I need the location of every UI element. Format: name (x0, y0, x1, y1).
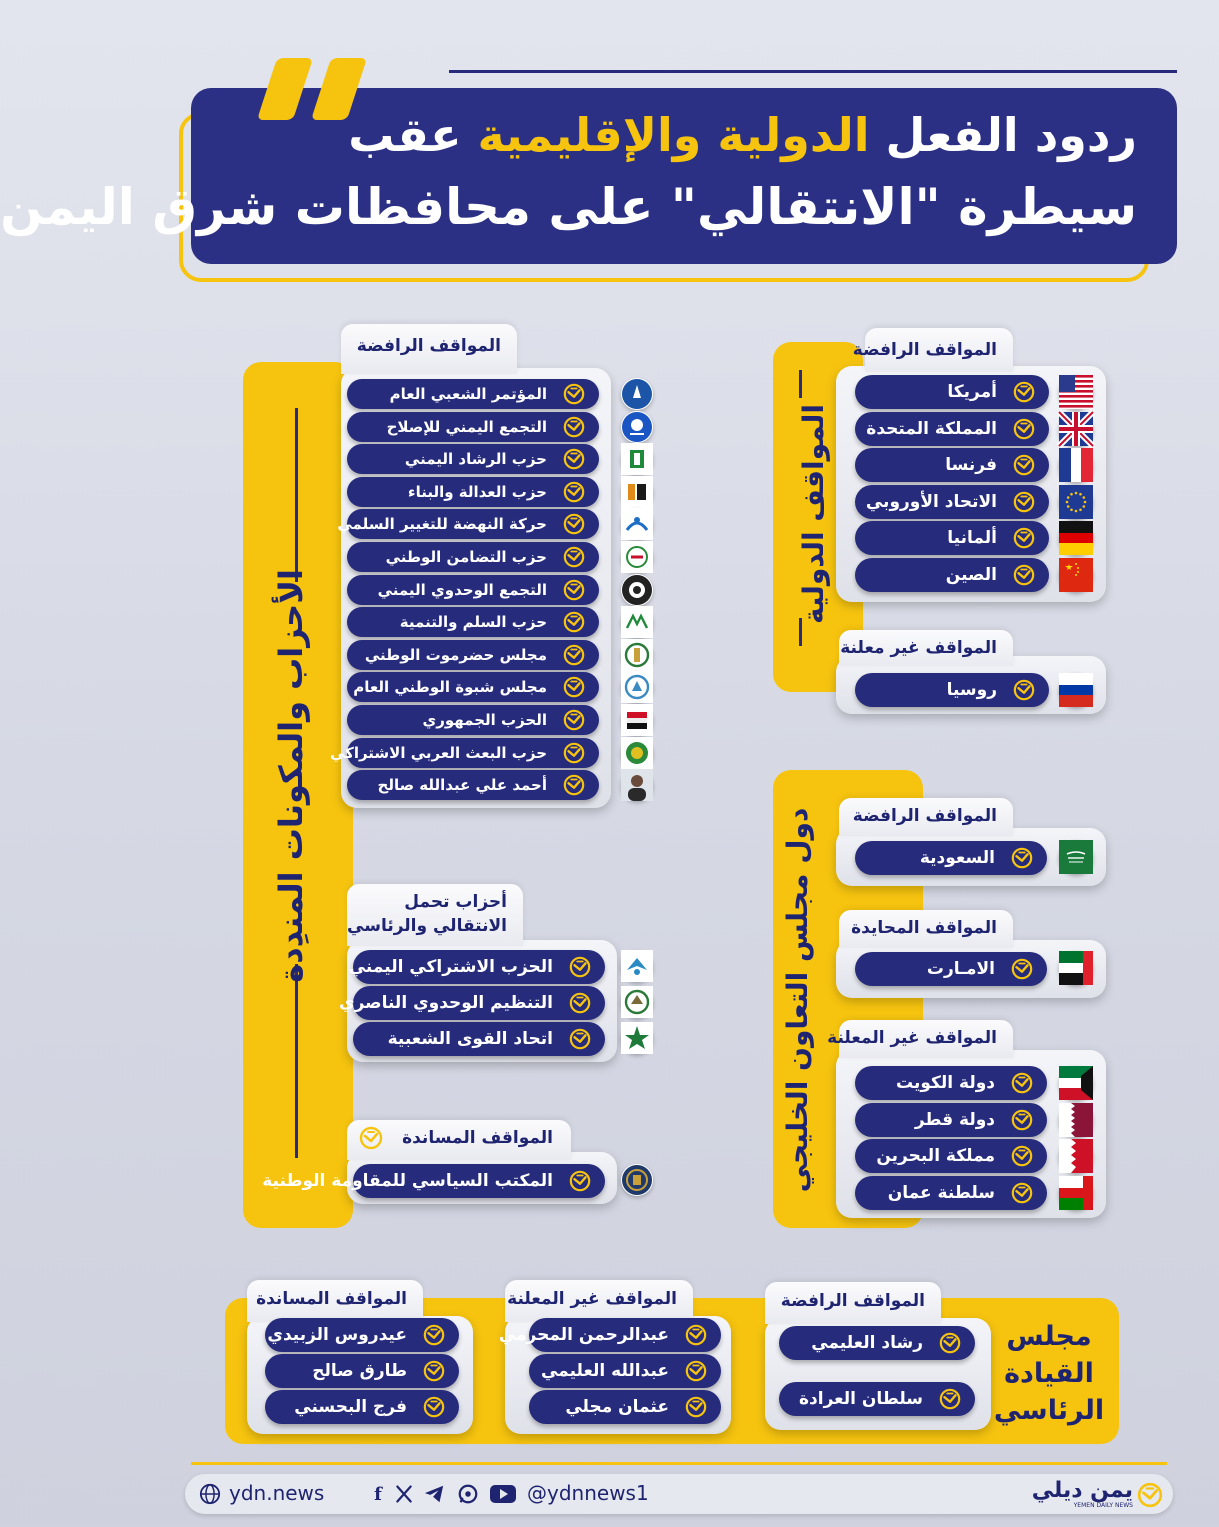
member-item (529, 1390, 721, 1424)
telegram-icon[interactable] (423, 1483, 445, 1505)
russia-flag (1059, 673, 1093, 707)
ydn-logo-icon (563, 448, 585, 470)
ydn-logo-icon (1013, 381, 1035, 403)
list-item-label: سلطان العرادة (799, 1389, 923, 1409)
globe-icon (199, 1483, 221, 1505)
section-heading: المواقف الرافضة (341, 324, 517, 374)
list-item-label: ألمانيا (947, 528, 997, 548)
ydn-logo-icon (423, 1396, 445, 1418)
party-logo-icon (621, 1022, 653, 1054)
germany-flag (1059, 521, 1093, 555)
list-item-label: التجمع اليمني للإصلاح (386, 417, 547, 436)
ydn-logo-icon (423, 1324, 445, 1346)
party-logo-icon (621, 639, 653, 671)
ydn-logo-icon (1013, 564, 1035, 586)
party-logo-icon (621, 411, 653, 443)
party-logo-icon (621, 508, 653, 540)
france-flag (1059, 448, 1093, 482)
section-heading (347, 884, 523, 946)
member-item (265, 1318, 459, 1352)
list-item-label: حزب الرشاد اليمني (404, 450, 547, 469)
list-item-label: الصين (945, 564, 997, 585)
party-item (347, 542, 599, 572)
party-logo-icon (621, 1164, 653, 1196)
kuwait-flag (1059, 1066, 1093, 1100)
list-item-label: السعودية (919, 848, 995, 868)
ydn-logo-icon (1011, 847, 1033, 869)
ydn-logo-icon (563, 579, 585, 601)
ydn-logo-icon (685, 1396, 707, 1418)
party-logo-icon (621, 476, 653, 508)
youtube-icon[interactable] (489, 1483, 517, 1505)
uk-flag (1059, 412, 1093, 446)
country-item (855, 1139, 1047, 1173)
facebook-icon[interactable]: f (374, 1483, 382, 1505)
party-item (347, 640, 599, 670)
ydn-logo-icon (1013, 679, 1035, 701)
ydn-logo-icon (563, 774, 585, 796)
list-item-label: التنظيم الوحدوي الناصري (339, 993, 553, 1013)
list-item-label: فرنسا (945, 455, 997, 475)
ydn-logo-icon (563, 676, 585, 698)
member-item (498, 1318, 721, 1352)
eu-flag (1059, 485, 1093, 519)
oman-flag (1059, 1176, 1093, 1210)
party-logo-icon (621, 378, 653, 410)
section-heading-text: المواقف المساندة (402, 1128, 553, 1148)
list-item-label: الاتحاد الأوروبي (865, 491, 997, 512)
party-item (347, 412, 599, 442)
party-item (347, 379, 599, 409)
list-item-label: أحمد علي عبدالله صالح (377, 776, 547, 795)
list-item-label: حزب العدالة والبناء (407, 482, 547, 501)
section-heading (347, 1120, 571, 1160)
party-logo-icon (621, 671, 653, 703)
usa-flag (1059, 375, 1093, 409)
ydn-logo-icon (423, 1360, 445, 1382)
list-item-label: حزب السلم والتنمية (399, 613, 547, 632)
list-item-label: سلطنة عمان (887, 1182, 995, 1203)
party-logo-icon (621, 606, 653, 638)
list-item-label: رشاد العليمي (811, 1333, 923, 1353)
country-item (855, 1066, 1047, 1100)
gcc-label: دول مجلس التعاون الخليجي (781, 807, 814, 1193)
country-item (855, 448, 1049, 482)
party-logo-icon (621, 541, 653, 573)
party-item (339, 986, 605, 1020)
party-logo-icon (621, 704, 653, 736)
ydn-logo-icon (685, 1360, 707, 1382)
country-item (855, 1176, 1047, 1210)
ydn-logo-icon (1011, 1145, 1033, 1167)
party-item (347, 575, 599, 605)
list-item-label: المملكة المتحدة (866, 418, 997, 439)
ydn-logo-icon (563, 416, 585, 438)
section-heading: المواقف الرافضة (865, 328, 1013, 372)
ydn-logo-icon (569, 1170, 591, 1192)
ydn-logo-icon (1011, 1072, 1033, 1094)
ydn-logo-icon (563, 546, 585, 568)
ydn-logo-icon (359, 1126, 383, 1150)
ydn-logo-icon (563, 481, 585, 503)
china-flag (1059, 558, 1093, 592)
list-item-label: حركة النهضة للتغيير السلمي (337, 515, 547, 534)
section-heading: المواقف المساندة (247, 1280, 423, 1322)
section-heading: المواقف غير المعلنة (839, 1020, 1013, 1058)
ydn-logo-icon (1137, 1482, 1163, 1508)
list-item-label: عيدروس الزبيدي (267, 1325, 407, 1345)
country-item (855, 841, 1047, 875)
ydn-logo-icon (1013, 454, 1035, 476)
list-item-label: التجمع الوحدوي اليمني (377, 580, 547, 599)
section-heading: المواقف المحايدة (839, 910, 1013, 948)
country-item (855, 521, 1049, 555)
country-item (855, 375, 1049, 409)
brand-logo (1003, 1476, 1163, 1512)
party-item (347, 705, 599, 735)
header-rule (449, 70, 1177, 73)
section-heading: المواقف غير المعلنة (505, 1280, 693, 1322)
ydn-logo-icon (563, 644, 585, 666)
ydn-logo-icon (1011, 958, 1033, 980)
footer-bar (185, 1474, 1173, 1514)
list-item-label: أمريكا (947, 382, 997, 402)
country-item (855, 485, 1049, 519)
ydn-logo-icon (939, 1332, 961, 1354)
ydn-logo-icon (1013, 491, 1035, 513)
list-item-label: دولة الكويت (895, 1073, 995, 1093)
list-item-label: مجلس حضرموت الوطني (364, 645, 547, 664)
party-item (347, 607, 599, 637)
footer-rule (191, 1462, 1167, 1465)
party-item (347, 672, 599, 702)
parties-label: الأحزاب والمكونات المندِدة (272, 569, 310, 983)
party-logo-icon (621, 950, 653, 982)
member-item (529, 1354, 721, 1388)
ydn-logo-icon (563, 611, 585, 633)
ydn-logo-icon (1013, 418, 1035, 440)
ydn-logo-icon (569, 992, 591, 1014)
brand-name: يمن ديلي (1031, 1478, 1133, 1503)
ydn-logo-icon (563, 742, 585, 764)
ydn-logo-icon (563, 383, 585, 405)
member-item (265, 1354, 459, 1388)
social-handle[interactable]: @ydnnews1 (527, 1481, 649, 1505)
ydn-logo-icon (1011, 1182, 1033, 1204)
list-item-label: فرج البحسني (294, 1397, 407, 1417)
ydn-logo-icon (1013, 527, 1035, 549)
list-item-label: دولة قطر (914, 1109, 995, 1130)
country-item (855, 1103, 1047, 1137)
party-item (329, 738, 599, 768)
member-item (779, 1326, 975, 1360)
ydn-logo-icon (569, 956, 591, 978)
list-item-label: عبدالرحمن المحرمي (498, 1325, 669, 1345)
section-heading: المواقف الرافضة (839, 798, 1013, 836)
country-item (855, 952, 1047, 986)
heading-line: أحزاب تحمل (404, 892, 507, 912)
ydn-logo-icon (939, 1388, 961, 1410)
member-item (265, 1390, 459, 1424)
member-item (779, 1382, 975, 1416)
list-item-label: عثمان مجلي (565, 1397, 669, 1417)
list-item-label: طارق صالح (312, 1361, 407, 1381)
website-link[interactable]: ydn.news (229, 1481, 325, 1505)
party-logo-icon (621, 443, 653, 475)
party-logo-icon (621, 737, 653, 769)
title-line-2: سيطرة "الانتقالي" على محافظات شرق اليمن (0, 178, 1137, 236)
list-item-label: الحزب الجمهوري (422, 711, 547, 729)
divider (295, 964, 298, 1158)
ydn-logo-icon (563, 513, 585, 535)
x-icon[interactable] (393, 1483, 415, 1505)
ydn-logo-icon (569, 1028, 591, 1050)
list-item-label: الحزب الاشتراكي اليمني (348, 957, 553, 977)
party-item (262, 1164, 605, 1198)
party-logo-icon (621, 986, 653, 1018)
divider (295, 408, 298, 582)
title-line-1: ردود الفعل الدولية والإقليمية عقب (348, 108, 1137, 162)
party-item (348, 950, 605, 984)
party-item (337, 509, 599, 539)
country-item (855, 558, 1049, 592)
list-item-label: مجلس شبوة الوطني العام (353, 678, 547, 697)
section-heading: المواقف غير معلنة (839, 630, 1013, 666)
saudi-flag (1059, 840, 1093, 874)
list-item-label: الامـارت (926, 959, 995, 979)
qatar-flag (1059, 1103, 1093, 1137)
party-item (347, 770, 599, 800)
ydn-logo-icon (685, 1324, 707, 1346)
party-logo-icon (621, 574, 653, 606)
ydn-logo-icon (563, 709, 585, 731)
party-item (347, 477, 599, 507)
council-label-line: القيادة (1004, 1358, 1094, 1389)
brand-subtitle: YEMEN DAILY NEWS (1073, 1502, 1133, 1509)
country-item (855, 412, 1049, 446)
council-label (979, 1318, 1119, 1429)
party-item (353, 1022, 605, 1056)
list-item-label: روسيا (946, 680, 997, 700)
country-item (855, 673, 1049, 707)
heading-line: الانتقالي والرئاسي (347, 916, 507, 936)
list-item-label: مملكة البحرين (876, 1146, 995, 1166)
council-label-line: الرئاسي (993, 1395, 1105, 1426)
section-heading: المواقف الرافضة (765, 1282, 941, 1324)
whatsapp-icon[interactable] (457, 1483, 479, 1505)
list-item-label: عبدالله العليمي (540, 1361, 669, 1381)
list-item-label: المكتب السياسي للمقاومة الوطنية (262, 1171, 553, 1191)
council-label-line: مجلس (1006, 1321, 1092, 1352)
list-item-label: اتحاد القوى الشعبية (387, 1029, 553, 1049)
international-label: المواقف الدولية (797, 403, 830, 625)
list-item-label: حزب التضامن الوطني (385, 548, 547, 566)
party-item (347, 444, 599, 474)
list-item-label: المؤتمر الشعبي العام (389, 385, 547, 403)
ydn-logo-icon (1011, 1109, 1033, 1131)
party-logo-icon (621, 769, 653, 801)
bahrain-flag (1059, 1139, 1093, 1173)
uae-flag (1059, 951, 1093, 985)
list-item-label: حزب البعث العربي الاشتراكي (329, 743, 547, 762)
